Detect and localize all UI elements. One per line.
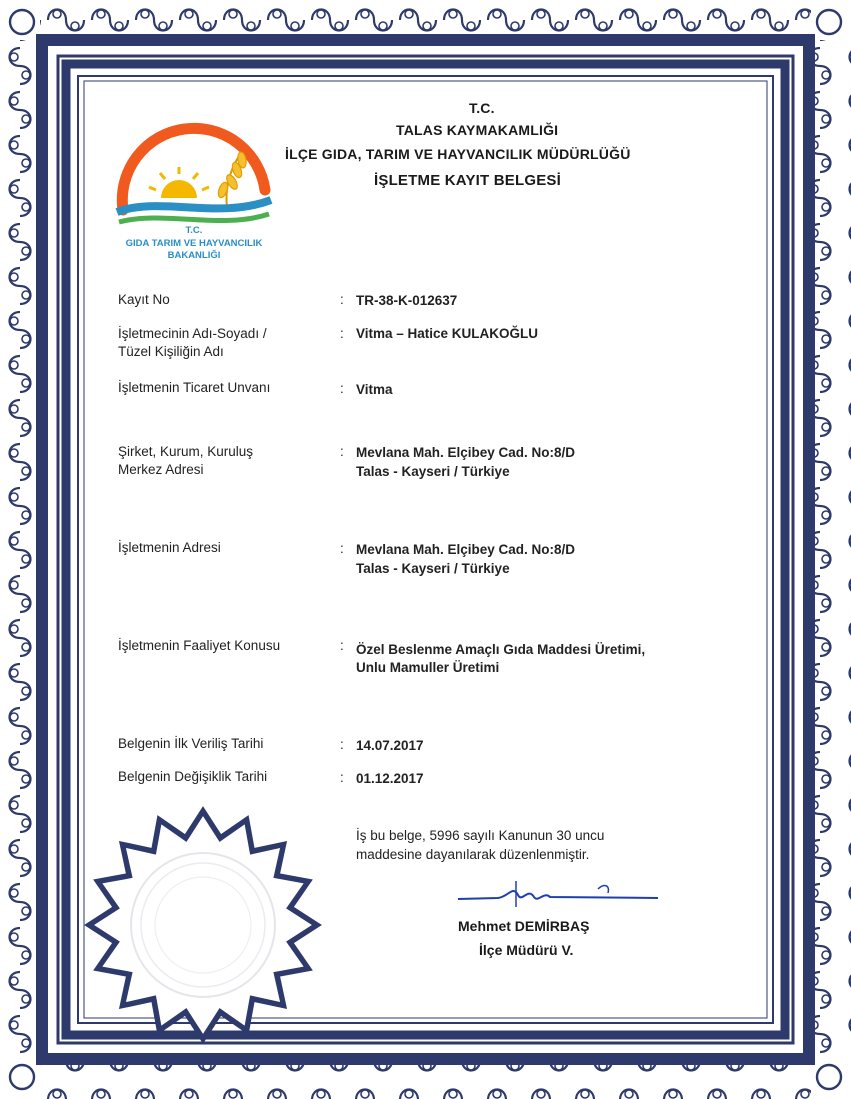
document-title: İŞLETME KAYIT BELGESİ (374, 172, 562, 189)
header-kaymakamlik: TALAS KAYMAKAMLIĞI (396, 122, 559, 138)
wheat-icon (217, 151, 248, 208)
unvan-value: Vitma (356, 382, 393, 397)
header-mudurluk: İLÇE GIDA, TARIM VE HAYVANCILIK MÜDÜRLÜĞÜ (285, 146, 631, 162)
isletmeci-label-line2: Tüzel Kişiliğin Adı (118, 344, 224, 359)
signatory-name: Mehmet DEMİRBAŞ (458, 918, 590, 934)
colon: : (340, 737, 344, 752)
signatory-title: İlçe Müdürü V. (479, 942, 574, 958)
legal-note-line2: maddesine dayanılarak düzenlenmiştir. (356, 847, 590, 862)
merkez-value-line1: Mevlana Mah. Elçibey Cad. No:8/D (356, 445, 576, 460)
ilk-tarih-value: 14.07.2017 (356, 738, 424, 753)
colon: : (340, 444, 344, 459)
degisiklik-tarih-label: Belgenin Değişiklik Tarihi (118, 769, 268, 784)
merkez-label-line2: Merkez Adresi (118, 462, 204, 477)
unvan-label: İşletmenin Ticaret Unvanı (118, 380, 271, 395)
isletmeci-value: Vitma – Hatice KULAKOĞLU (356, 326, 539, 341)
certificate (86, 82, 765, 1020)
colon: : (340, 292, 344, 307)
ilk-tarih-label: Belgenin İlk Veriliş Tarihi (118, 736, 264, 751)
colon: : (340, 770, 344, 785)
faaliyet-value-line1: Özel Beslenme Amaçlı Gıda Maddesi Üretimi, (356, 642, 646, 657)
legal-note (356, 826, 604, 864)
handwritten-signature (458, 877, 658, 917)
colon: : (340, 381, 344, 396)
merkez-value-line2: Talas - Kayseri / Türkiye (356, 464, 510, 479)
logo-ministry-line1: GIDA TARIM VE HAYVANCILIK (125, 238, 263, 249)
isletmeci-label-line1: İşletmecinin Adı-Soyadı / (118, 326, 267, 341)
colon: : (340, 326, 344, 341)
degisiklik-tarih-value: 01.12.2017 (356, 771, 424, 786)
adres-value-line1: Mevlana Mah. Elçibey Cad. No:8/D (356, 542, 576, 557)
logo-tc-text: T.C. (185, 225, 203, 236)
faaliyet-value-line2: Unlu Mamuller Üretimi (356, 660, 500, 675)
legal-note-line1: İş bu belge, 5996 sayılı Kanunun 30 uncu (356, 828, 605, 843)
merkez-label-line1: Şirket, Kurum, Kuruluş (118, 444, 254, 459)
kayit-no-label: Kayıt No (118, 292, 170, 307)
kayit-no-value: TR-38-K-012637 (356, 293, 458, 308)
header-tc: T.C. (469, 100, 495, 116)
colon: : (340, 541, 344, 556)
sun-icon (149, 167, 209, 198)
adres-label: İşletmenin Adresi (118, 540, 221, 555)
logo-ministry-line2: BAKANLIĞI (167, 250, 221, 261)
colon: : (340, 638, 344, 653)
faaliyet-label: İşletmenin Faaliyet Konusu (118, 638, 281, 653)
adres-value-line2: Talas - Kayseri / Türkiye (356, 561, 510, 576)
official-seal (78, 800, 328, 1050)
